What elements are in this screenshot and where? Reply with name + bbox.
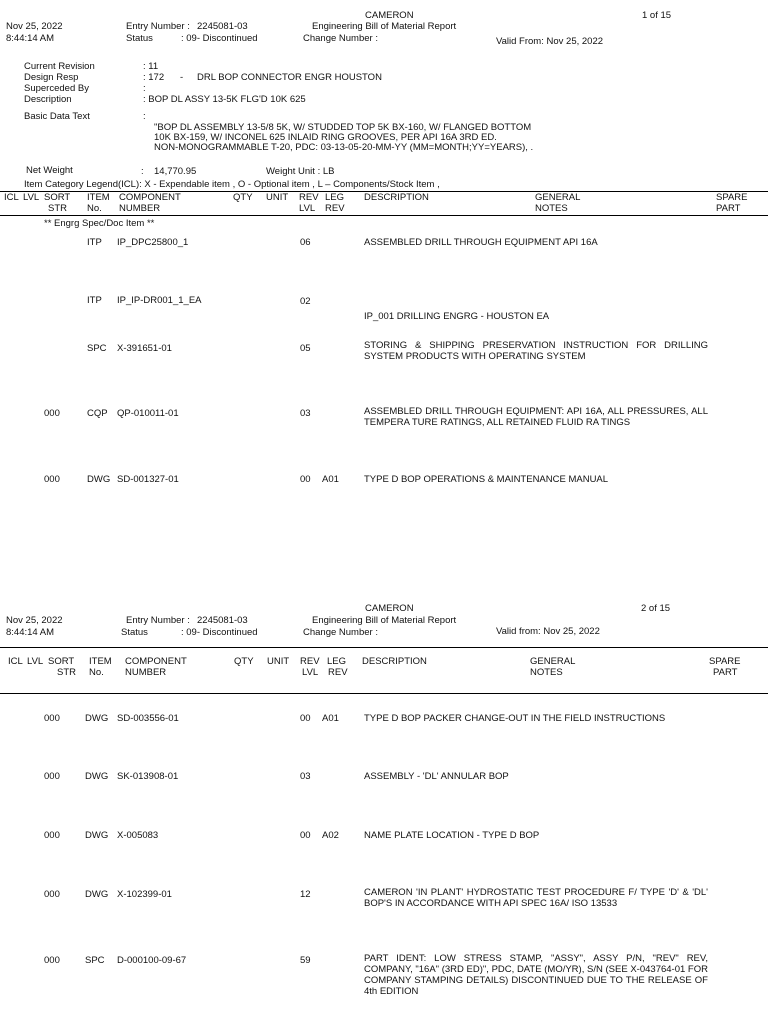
col-sort: SORT <box>48 656 75 667</box>
rev-lvl: 02 <box>300 296 311 307</box>
rev-lvl: 00 <box>300 474 311 485</box>
page-number: 2 of 15 <box>641 603 671 614</box>
col-part: PART <box>713 667 738 678</box>
col-lvl: LVL <box>27 656 44 667</box>
design-resp-label: Design Resp <box>24 72 79 83</box>
col-component: COMPONENT <box>119 192 181 203</box>
current-revision-label: Current Revision <box>24 61 95 72</box>
valid-from: Valid From: Nov 25, 2022 <box>496 36 604 47</box>
col-str: STR <box>48 203 67 214</box>
company-name: CAMERON <box>365 603 414 614</box>
col-lvl2: LVL <box>299 203 316 214</box>
col-lvl2: LVL <box>302 667 319 678</box>
valid-from: Valid from: Nov 25, 2022 <box>496 626 600 637</box>
rev-lvl: 00 <box>300 830 311 841</box>
net-weight-value: 14,770.95 <box>154 166 197 177</box>
report-date: Nov 25, 2022 <box>6 615 63 626</box>
col-leg: LEG <box>327 656 347 667</box>
sort-str: 000 <box>44 408 60 419</box>
component-number: SD-003556-01 <box>117 713 179 724</box>
report-date: Nov 25, 2022 <box>6 21 63 32</box>
item-no: ITP <box>87 295 102 306</box>
row-description: STORING & SHIPPING PRESERVATION INSTRUCTION FOR DRILLING SYSTEM PRODUCTS WITH OPERATING SYSTEM <box>364 340 708 362</box>
col-rev: REV <box>299 192 319 203</box>
col-item: ITEM <box>89 656 112 667</box>
col-number: NUMBER <box>125 667 167 678</box>
item-no: CQP <box>87 408 108 419</box>
design-resp-dash: - <box>180 72 184 83</box>
leg-rev: A01 <box>322 474 339 485</box>
rev-lvl: 03 <box>300 771 311 782</box>
row-description: CAMERON 'IN PLANT' HYDROSTATIC TEST PROCEDURE F/ TYPE 'D' & 'DL' BOP'S IN ACCORDANCE WITH API SPEC 16A/ ISO 13533 <box>364 887 708 909</box>
change-number-label: Change Number : <box>303 627 378 638</box>
row-description: TYPE D BOP OPERATIONS & MAINTENANCE MANUAL <box>364 474 609 485</box>
col-unit: UNIT <box>267 656 290 667</box>
basic-data-line: NON-MONOGRAMMABLE T-20, PDC: 03-13-05-20-MM-YY (MM=MONTH;YY=YEARS), . <box>154 142 534 153</box>
report-title: Engineering Bill of Material Report <box>312 21 457 32</box>
col-qty: QTY <box>234 656 254 667</box>
component-number: IP_IP-DR001_1_EA <box>117 295 202 306</box>
item-no: DWG <box>85 713 109 724</box>
col-rev: REV <box>300 656 320 667</box>
superceded-by-value: : <box>143 83 146 94</box>
entry-number-label: Entry Number : <box>126 21 190 32</box>
col-description: DESCRIPTION <box>362 656 427 667</box>
icl-legend: Item Category Legend(ICL): X - Expendable item , O - Optional item , L – Components/Stock Item , <box>24 179 440 190</box>
item-no: DWG <box>87 474 111 485</box>
col-component: COMPONENT <box>125 656 187 667</box>
col-notes: NOTES <box>530 667 563 678</box>
weight-unit: Weight Unit : LB <box>266 166 335 177</box>
rev-lvl: 59 <box>300 955 311 966</box>
component-number: IP_DPC25800_1 <box>117 237 189 248</box>
sort-str: 000 <box>44 713 60 724</box>
report-title: Engineering Bill of Material Report <box>312 615 457 626</box>
report-time: 8:44:14 AM <box>6 33 55 44</box>
col-no: No. <box>87 203 102 214</box>
design-resp-code: : 172 <box>143 72 165 83</box>
col-number: NUMBER <box>119 203 161 214</box>
item-no: SPC <box>85 955 105 966</box>
col-item: ITEM <box>87 192 110 203</box>
sort-str: 000 <box>44 889 60 900</box>
status-label: Status <box>126 33 153 44</box>
item-no: DWG <box>85 771 109 782</box>
col-leg: LEG <box>325 192 345 203</box>
component-number: X-102399-01 <box>117 889 172 900</box>
col-spare: SPARE <box>716 192 748 203</box>
component-number: D-000100-09-67 <box>117 955 187 966</box>
net-weight-colon: : <box>141 166 144 177</box>
row-description: NAME PLATE LOCATION - TYPE D BOP <box>364 830 540 841</box>
col-lvl: LVL <box>23 192 40 203</box>
rev-lvl: 05 <box>300 343 311 354</box>
status-value: : 09- Discontinued <box>181 33 258 44</box>
col-notes: NOTES <box>535 203 568 214</box>
superceded-by-label: Superceded By <box>24 83 89 94</box>
company-name: CAMERON <box>365 10 414 21</box>
col-unit: UNIT <box>266 192 289 203</box>
col-icl: ICL <box>4 192 19 203</box>
col-icl: ICL <box>8 656 23 667</box>
leg-rev: A01 <box>322 713 339 724</box>
row-description: TYPE D BOP PACKER CHANGE-OUT IN THE FIELD INSTRUCTIONS <box>364 713 666 724</box>
basic-data-line: "BOP DL ASSEMBLY 13-5/8 5K, W/ STUDDED TOP 5K BX-160, W/ FLANGED BOTTOM <box>154 122 532 133</box>
col-general: GENERAL <box>535 192 581 203</box>
col-part: PART <box>716 203 741 214</box>
col-str: STR <box>57 667 76 678</box>
report-time: 8:44:14 AM <box>6 627 55 638</box>
net-weight-label: Net Weight <box>26 165 73 176</box>
basic-data-line: 10K BX-159, W/ INCONEL 625 INLAID RING GROOVES, PER API 16A 3RD ED. <box>154 132 497 143</box>
section-label: ** Engrg Spec/Doc Item ** <box>44 218 155 229</box>
row-description: ASSEMBLY - 'DL' ANNULAR BOP <box>364 771 509 782</box>
component-number: SK-013908-01 <box>117 771 179 782</box>
item-no: DWG <box>85 830 109 841</box>
entry-number: 2245081-03 <box>197 615 248 626</box>
component-number: QP-010011-01 <box>117 408 179 419</box>
sort-str: 000 <box>44 955 60 966</box>
header-rule <box>0 693 768 694</box>
col-description: DESCRIPTION <box>364 192 429 203</box>
header-rule <box>0 215 768 216</box>
row-description: ASSEMBLED DRILL THROUGH EQUIPMENT: API 16A, ALL PRESSURES, ALL TEMPERA TURE RATINGS, ALL RETAINED FLUID RA TINGS <box>364 406 708 428</box>
rev-lvl: 03 <box>300 408 311 419</box>
item-no: ITP <box>87 237 102 248</box>
col-rev2: REV <box>325 203 345 214</box>
leg-rev: A02 <box>322 830 339 841</box>
page-number: 1 of 15 <box>642 10 672 21</box>
description-label: Description <box>24 94 72 105</box>
row-description: PART IDENT: LOW STRESS STAMP, "ASSY", ASSY P/N, "REV" REV, COMPANY, "16A" (3RD ED)", PDC, DATE (MO/YR), S/N (SEE X-043764-01 FOR COMPANY STAMPING DETAILS) DISCONTINUED DUE TO THE RELEASE OF 4th EDITION <box>364 953 708 997</box>
header-rule <box>0 647 768 648</box>
component-number: X-005083 <box>117 830 159 841</box>
component-number: X-391651-01 <box>117 343 172 354</box>
row-description: IP_001 DRILLING ENGRG - HOUSTON EA <box>364 311 550 322</box>
col-spare: SPARE <box>709 656 741 667</box>
col-rev2: REV <box>328 667 348 678</box>
rev-lvl: 00 <box>300 713 311 724</box>
basic-data-label: Basic Data Text <box>24 111 90 122</box>
design-resp-value: DRL BOP CONNECTOR ENGR HOUSTON <box>197 72 382 83</box>
status-label: Status <box>121 627 148 638</box>
rev-lvl: 12 <box>300 889 311 900</box>
col-sort: SORT <box>44 192 71 203</box>
change-number-label: Change Number : <box>303 33 378 44</box>
description-value: : BOP DL ASSY 13-5K FLG'D 10K 625 <box>143 94 306 105</box>
status-value: : 09- Discontinued <box>181 627 258 638</box>
col-general: GENERAL <box>530 656 576 667</box>
entry-number: 2245081-03 <box>197 21 248 32</box>
current-revision-value: : 11 <box>143 61 159 72</box>
row-description: ASSEMBLED DRILL THROUGH EQUIPMENT API 16A <box>364 237 598 248</box>
rev-lvl: 06 <box>300 237 311 248</box>
sort-str: 000 <box>44 771 60 782</box>
col-no: No. <box>89 667 104 678</box>
component-number: SD-001327-01 <box>117 474 179 485</box>
basic-data-colon: : <box>143 111 146 122</box>
item-no: DWG <box>85 889 109 900</box>
sort-str: 000 <box>44 830 60 841</box>
col-qty: QTY <box>233 192 253 203</box>
sort-str: 000 <box>44 474 60 485</box>
entry-number-label: Entry Number : <box>126 615 190 626</box>
item-no: SPC <box>87 343 107 354</box>
